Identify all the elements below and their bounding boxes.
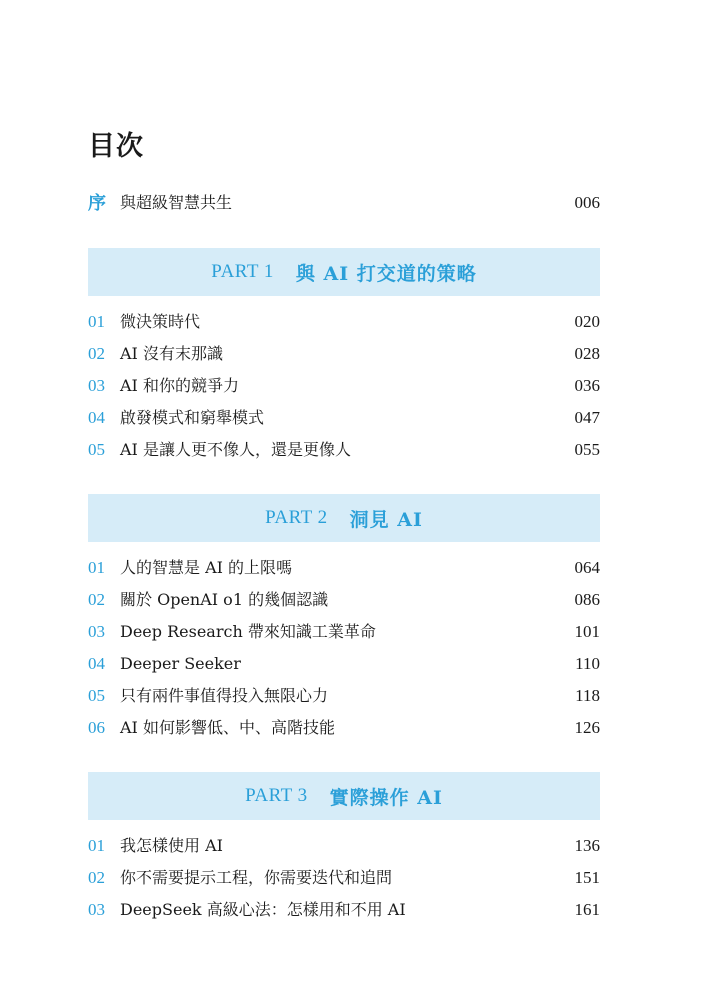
toc-entry[interactable] xyxy=(88,866,600,890)
part-1-header[interactable] xyxy=(88,248,600,296)
toc-entry[interactable] xyxy=(88,716,600,740)
dot-leader xyxy=(359,438,552,462)
entry-number: 05 xyxy=(88,686,105,705)
part-label: PART 1 xyxy=(211,261,274,282)
entry-page: 086 xyxy=(574,590,600,609)
entry-number: 01 xyxy=(88,836,105,855)
entry-title: 只有兩件事值得投入無限心力 xyxy=(120,686,329,705)
part-2-header[interactable] xyxy=(88,494,600,542)
dot-leader xyxy=(400,866,552,890)
part-name: 與 AI 打交道的策略 xyxy=(295,262,477,285)
entry-page: 161 xyxy=(574,900,600,919)
toc-entry[interactable] xyxy=(88,374,600,398)
entry-title: AI 是讓人更不像人，還是更像人 xyxy=(120,440,351,459)
entry-number: 02 xyxy=(88,590,105,609)
entry-page: 126 xyxy=(574,718,600,737)
entry-page: 036 xyxy=(574,376,600,395)
dot-leader xyxy=(240,191,552,215)
entry-page: 020 xyxy=(574,312,600,331)
entry-number: 02 xyxy=(88,868,105,887)
entry-page: 118 xyxy=(575,686,600,705)
part-name: 洞見 AI xyxy=(349,508,423,531)
toc-entry[interactable] xyxy=(88,684,600,708)
entry-page: 055 xyxy=(574,440,600,459)
entry-page: 101 xyxy=(574,622,600,641)
preface-marker: 序 xyxy=(88,193,106,213)
dot-leader xyxy=(231,342,552,366)
toc-entry[interactable] xyxy=(88,620,600,644)
dot-leader xyxy=(231,834,552,858)
entry-number: 04 xyxy=(88,654,105,673)
toc-entry[interactable] xyxy=(88,342,600,366)
entry-title: 關於 OpenAI o1 的幾個認識 xyxy=(120,590,329,609)
dot-leader xyxy=(249,652,552,676)
entry-title: 人的智慧是 AI 的上限嗎 xyxy=(120,558,293,577)
entry-page: 064 xyxy=(574,558,600,577)
entry-number: 03 xyxy=(88,622,105,641)
dot-leader xyxy=(336,588,552,612)
dot-leader xyxy=(272,406,552,430)
entry-page: 151 xyxy=(574,868,600,887)
entry-number: 05 xyxy=(88,440,105,459)
entry-page: 136 xyxy=(574,836,600,855)
entry-title: 你不需要提示工程，你需要迭代和追問 xyxy=(120,868,393,887)
entry-title: AI 沒有末那識 xyxy=(120,344,223,363)
toc-entry[interactable] xyxy=(88,438,600,462)
dot-leader xyxy=(208,310,552,334)
part-name: 實際操作 AI xyxy=(329,786,443,809)
entry-title: 與超級智慧共生 xyxy=(120,193,233,212)
toc-entry[interactable] xyxy=(88,652,600,676)
entry-number: 06 xyxy=(88,718,105,737)
entry-title: AI 如何影響低、中、高階技能 xyxy=(120,718,335,737)
toc-entry[interactable] xyxy=(88,898,600,922)
entry-number: 04 xyxy=(88,408,105,427)
entry-page: 006 xyxy=(574,193,600,212)
page-title: 目次 xyxy=(88,131,144,162)
entry-number: 01 xyxy=(88,312,105,331)
entry-title: 微決策時代 xyxy=(120,312,201,331)
entry-title: DeepSeek 高級心法：怎樣用和不用 AI xyxy=(120,900,406,919)
entry-title: AI 和你的競爭力 xyxy=(120,376,239,395)
entry-number: 03 xyxy=(88,900,105,919)
entry-title: 啟發模式和窮舉模式 xyxy=(120,408,265,427)
toc-entry[interactable] xyxy=(88,406,600,430)
entry-page: 110 xyxy=(575,654,600,673)
entry-title: 我怎樣使用 AI xyxy=(120,836,223,855)
entry-number: 02 xyxy=(88,344,105,363)
toc-entry[interactable] xyxy=(88,310,600,334)
dot-leader xyxy=(247,374,552,398)
toc-entry[interactable] xyxy=(88,834,600,858)
part-label: PART 2 xyxy=(265,507,328,528)
entry-page: 047 xyxy=(574,408,600,427)
toc-entry[interactable] xyxy=(88,556,600,580)
entry-title: Deeper Seeker xyxy=(120,654,241,673)
entry-page: 028 xyxy=(574,344,600,363)
toc-entry-preface[interactable] xyxy=(88,191,600,215)
part-3-header[interactable] xyxy=(88,772,600,820)
dot-leader xyxy=(414,898,552,922)
dot-leader xyxy=(384,620,552,644)
dot-leader xyxy=(336,684,552,708)
part-label: PART 3 xyxy=(245,785,308,806)
entry-number: 03 xyxy=(88,376,105,395)
dot-leader xyxy=(300,556,552,580)
toc-entry[interactable] xyxy=(88,588,600,612)
entry-title: Deep Research 帶來知識工業革命 xyxy=(120,622,376,641)
dot-leader xyxy=(343,716,552,740)
entry-number: 01 xyxy=(88,558,105,577)
